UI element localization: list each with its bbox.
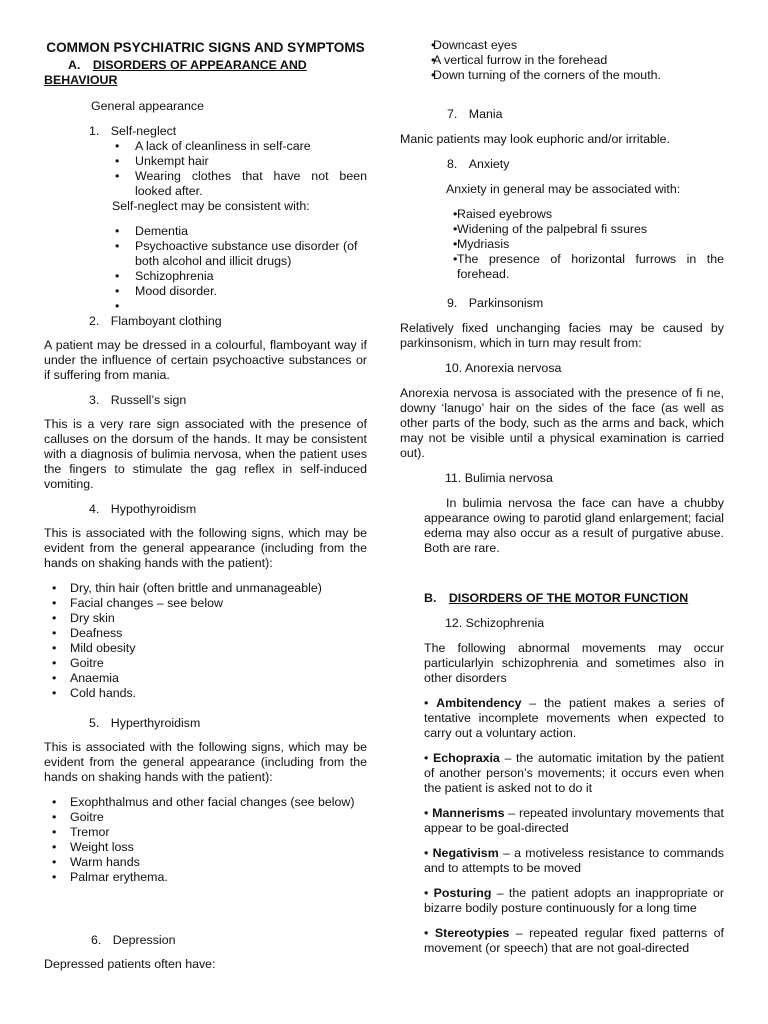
heading-depression [91,933,367,948]
description: – repeated regular fixed patterns of movement (or speech) that are not goal-directed [424,926,724,955]
list-item: • Raised eyebrows [446,207,724,222]
heading-text: Mania [468,107,503,121]
heading-text: Depression [112,933,176,947]
term: Echopraxia [433,751,500,765]
list-item: • Schizophrenia [111,269,367,284]
term: Negativism [432,846,499,860]
heading-number: 2. [89,314,100,328]
heading-mania [447,107,724,122]
heading-text: Anxiety [468,157,510,171]
paragraph: This is associated with the following signs, which may be evident from the general appearance (including from the hands on shaking hands with the patient): [44,740,367,784]
section-a-marker: A. [68,58,81,72]
list-item: • Deafness [45,626,367,641]
list-item: • A vertical furrow in the forehead [424,53,724,68]
heading-schizophrenia: 12. Schizophrenia [445,616,545,630]
section-b-marker: B. [424,591,437,605]
paragraph: The following abnormal movements may occur particularlyin schizophrenia and sometimes also in other disorders [424,641,724,685]
paragraph: Manic patients may look euphoric and/or irritable. [400,132,670,146]
heading-number: 8. [447,157,458,171]
list-item: • Anaemia [45,671,367,686]
section-a-heading [44,58,367,88]
heading-bulimia: 11. Bulimia nervosa [445,471,553,485]
paragraph: This is a very rare sign associated with the presence of calluses on the dorsum of the hands. It may be consistent with a diagnosis of bulimia nervosa, when the patient uses the fingers to stimulate the gag reflex in self-induced vomiting. [44,417,367,491]
term: Posturing [433,886,492,900]
consistent-list [111,224,367,314]
list-item: • Echopraxia – the automatic imitation by the patient of another person’s movements; it occurs even when the patient is asked not to do it [424,751,724,795]
heading-number: 7. [447,107,458,121]
heading-text: Hyperthyroidism [110,716,201,730]
description: – the patient adopts an inappropriate or bizarre bodily posture continuously for a long time [424,886,725,915]
paragraph: In bulimia nervosa the face can have a chubby appearance owing to parotid gland enlargement; facial edema may also occur as a result of purgative abuse. Both are rare. [424,496,724,555]
anxiety-list [446,207,724,282]
section-a-title: DISORDERS OF APPEARANCE AND BEHAVIOUR [44,58,307,87]
term: Stereotypies [434,926,510,940]
list-item: • Warm hands [45,855,367,870]
term: Mannerisms [432,806,505,820]
paragraph: This is associated with the following signs, which may be evident from the general appearance (including from the hands on shaking hands with the patient): [44,526,367,570]
description: – the automatic imitation by the patient of another person’s movements; it occurs even when the patient is asked not to do it [424,751,724,795]
heading-text: Russell’s sign [110,393,187,407]
list-item: • The presence of horizontal furrows in the forehead. [446,252,724,282]
heading-hyperthyroidism [89,716,367,731]
list-item: • Ambitendency – the patient makes a series of tentative incomplete movements when expected to carry out a voluntary action. [424,696,725,740]
heading-parkinsonism [447,296,724,311]
list-item: • Weight loss [45,840,367,855]
term: Ambitendency [436,696,522,710]
list-item: • Negativism – a motiveless resistance to commands and to attempts to be moved [424,846,725,875]
list-item: • Widening of the palpebral fi ssures [446,222,724,237]
list-item: • Cold hands. [45,686,367,701]
list-item: • Goitre [45,656,367,671]
heading-number: 6. [91,933,102,947]
heading-text: Flamboyant clothing [110,314,222,328]
self-neglect-consistent: Self-neglect may be consistent with: [112,199,310,213]
list-item: • Wearing clothes that have not been looked after. [111,169,367,199]
list-item: • Mild obesity [45,641,367,656]
left-column [44,0,367,972]
paragraph: Anorexia nervosa is associated with the presence of fi ne, downy ‘lanugo’ hair on the sides of the face (as well as other parts of the body, such as the arms and back, which may not be visible until a physical examination is carried out). [400,386,724,460]
heading-anorexia: 10. Anorexia nervosa [445,361,562,375]
heading-number: 5. [89,716,100,730]
list-item: • Palmar erythema. [45,870,367,885]
heading-number: 3. [89,393,100,407]
section-b-title: DISORDERS OF THE MOTOR FUNCTION [448,591,689,605]
list-item: • Unkempt hair [111,154,367,169]
list-item: • A lack of cleanliness in self-care [111,139,367,154]
right-column [400,0,724,956]
heading-text: Self-neglect [110,124,177,138]
paragraph: Relatively fixed unchanging facies may be caused by parkinsonism, which in turn may result from: [400,321,724,350]
heading-number: 4. [89,502,100,516]
description: – the patient makes a series of tentative incomplete movements when expected to carry out a voluntary action. [424,696,725,740]
general-appearance-heading: General appearance [91,99,204,113]
list-item: • Dry skin [45,611,367,626]
heading-self-neglect [89,124,367,139]
movement-list [424,696,724,956]
list-item: • Down turning of the corners of the mouth. [424,68,724,83]
list-item: • Dry, thin hair (often brittle and unmanageable) [45,581,367,596]
list-item: • Mannerisms – repeated involuntary movements that appear to be goal-directed [424,806,724,835]
section-b-heading [400,591,724,606]
list-item: • Stereotypies – repeated regular fixed patterns of movement (or speech) that are not goal-directed [424,926,724,955]
list-item: • Goitre [45,810,367,825]
description: – a motiveless resistance to commands and to attempts to be moved [424,846,725,875]
paragraph: A patient may be dressed in a colourful, flamboyant way if under the influence of certain psychoactive substances or if suffering from mania. [44,338,367,382]
paragraph: Depressed patients often have: [44,957,216,971]
heading-hypothyroidism [89,502,367,517]
hyperthyroidism-list [45,795,367,885]
list-item: • Psychoactive substance use disorder (of both alcohol and illicit drugs) [111,239,367,269]
heading-text: Parkinsonism [468,296,544,310]
list-item: • Exophthalmus and other facial changes (see below) [45,795,367,810]
depression-list [424,38,724,83]
page-title: COMMON PSYCHIATRIC SIGNS AND SYMPTOMS [46,40,365,55]
heading-flamboyant-clothing [89,314,367,329]
list-item: • Facial changes – see below [45,596,367,611]
heading-text: Hypothyroidism [110,502,197,516]
hypothyroidism-list [45,581,367,701]
list-item: • Posturing – the patient adopts an inappropriate or bizarre bodily posture continuously for a long time [424,886,725,915]
description: – repeated involuntary movements that appear to be goal-directed [424,806,724,835]
list-item: • Downcast eyes [424,38,724,53]
list-item: • Dementia [111,224,367,239]
list-item: • Mydriasis [446,237,724,252]
heading-number: 9. [447,296,458,310]
list-item [111,299,367,314]
paragraph: Anxiety in general may be associated with: [446,182,681,196]
heading-anxiety [447,157,724,172]
self-neglect-list [111,139,367,199]
list-item: • Mood disorder. [111,284,367,299]
heading-number: 1. [89,124,100,138]
heading-russells-sign [89,393,367,408]
list-item: • Tremor [45,825,367,840]
